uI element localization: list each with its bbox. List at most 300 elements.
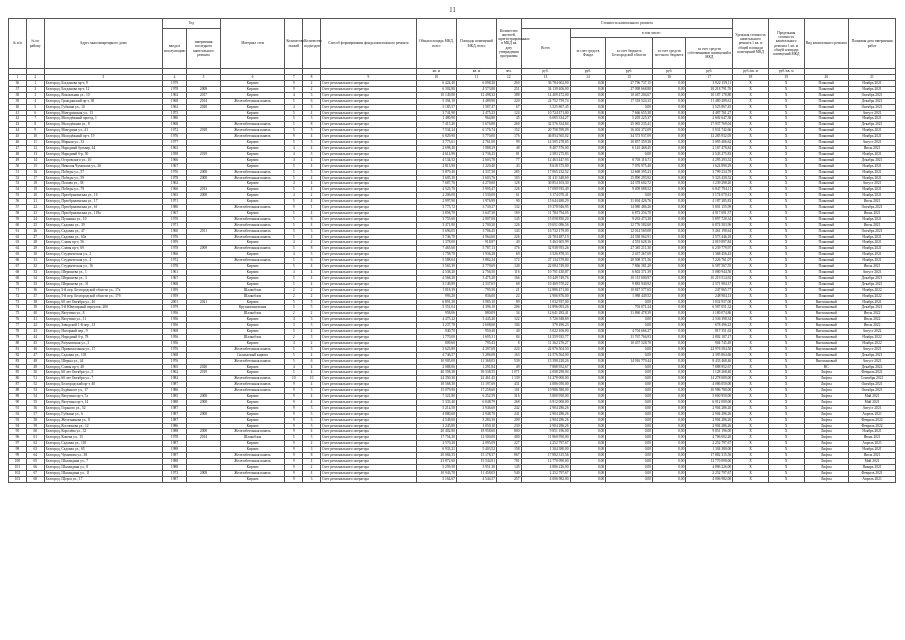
table-cell: Х bbox=[733, 435, 769, 441]
table-cell: Ноябрь 2022 bbox=[849, 334, 896, 340]
table-cell: 5 bbox=[285, 110, 303, 116]
table-cell: Счет регионального оператора bbox=[320, 352, 416, 358]
table-cell: 11 694 426,76 bbox=[606, 199, 653, 205]
table-cell: 94 bbox=[9, 423, 27, 429]
table-cell: 3 174 070,41 bbox=[686, 193, 733, 199]
table-cell: 37 bbox=[26, 293, 44, 299]
table-cell: 0,00 bbox=[652, 110, 685, 116]
col-header-1: № п/п bbox=[9, 19, 27, 69]
table-cell: Счет регионального оператора bbox=[320, 205, 416, 211]
table-cell: 9 409 088,52 bbox=[606, 187, 653, 193]
table-cell: 2 bbox=[303, 81, 321, 87]
table-cell: 9 bbox=[285, 405, 303, 411]
table-cell: Х bbox=[733, 240, 769, 246]
table-cell: 2019 bbox=[187, 370, 220, 376]
table-cell: 7 321,80 bbox=[416, 394, 456, 400]
table-cell: 5 bbox=[303, 299, 321, 305]
table-cell: 8 407 576,00 bbox=[521, 145, 570, 151]
table-cell: 11 197,69 bbox=[456, 382, 496, 388]
col-header-2: № по району bbox=[26, 19, 44, 69]
table-cell: 0,00 bbox=[606, 193, 653, 199]
table-cell: 1987 bbox=[162, 411, 187, 417]
table-cell: 3 bbox=[303, 151, 321, 157]
table-cell: 1 291,84 bbox=[456, 364, 496, 370]
table-cell: Ноябрь 2021 bbox=[849, 163, 896, 169]
table-cell: Лифты bbox=[804, 376, 849, 382]
table-cell: 1 695,31 bbox=[456, 334, 496, 340]
table-cell: Х bbox=[733, 399, 769, 405]
table-cell: 3 bbox=[303, 476, 321, 482]
table-cell: Кирпич bbox=[220, 163, 285, 169]
table-cell: 9 883 940,92 bbox=[606, 281, 653, 287]
table-cell: 52 bbox=[26, 382, 44, 388]
table-cell: 4 bbox=[285, 317, 303, 323]
table-cell: 964,80 bbox=[456, 116, 496, 122]
table-cell: 5 bbox=[285, 275, 303, 281]
table-cell: 10 469 570,22 bbox=[521, 281, 570, 287]
table-cell: Белгород, Победы ул., 79 bbox=[44, 187, 162, 193]
table-cell: 77 bbox=[497, 157, 522, 163]
table-cell: Счет регионального оператора bbox=[320, 258, 416, 264]
table-cell: 5 bbox=[285, 281, 303, 287]
table-cell: Кирпич bbox=[220, 210, 285, 216]
table-cell: 3 755,60 bbox=[416, 216, 456, 222]
table-cell: Белгород, Шаландина ул., 7 bbox=[44, 459, 162, 465]
table-cell: Июнь 2021 bbox=[849, 210, 896, 216]
table-cell: 5 bbox=[285, 175, 303, 181]
table-cell: 3 951,30 bbox=[456, 464, 496, 470]
table-cell: Белгород, Богданова пр-т, 12 bbox=[44, 86, 162, 92]
table-cell: Август 2021 bbox=[849, 110, 896, 116]
table-cell: Х bbox=[768, 199, 804, 205]
table-cell: 9 bbox=[285, 441, 303, 447]
table-cell: 2 bbox=[303, 340, 321, 346]
table-cell: 12 463 447,93 bbox=[521, 157, 570, 163]
table-cell: 8 618 375,00 bbox=[521, 163, 570, 169]
table-cell: 9 bbox=[285, 453, 303, 459]
table-cell: 11 860 950,00 bbox=[521, 435, 570, 441]
table-cell: 0,00 bbox=[570, 258, 606, 264]
table-cell: 14 505 278,05 bbox=[521, 140, 570, 146]
table-cell: 27 381 211,30 bbox=[606, 246, 653, 252]
table-cell: Х bbox=[768, 346, 804, 352]
table-cell: Х bbox=[733, 275, 769, 281]
table-cell: 0,00 bbox=[606, 405, 653, 411]
table-cell: Ноябрь 2021 bbox=[849, 169, 896, 175]
table-cell: 578 496,23 bbox=[521, 323, 570, 329]
col-header-5: завершения последнего капитального ремонта bbox=[187, 29, 220, 69]
table-cell: Счет регионального оператора bbox=[320, 222, 416, 228]
table-cell: Х bbox=[733, 205, 769, 211]
table-cell: 103 bbox=[9, 476, 27, 482]
table-cell: Х bbox=[768, 334, 804, 340]
table-cell: Х bbox=[733, 110, 769, 116]
table-cell: 7 666 655,38 bbox=[606, 110, 653, 116]
table-cell: 2018 bbox=[187, 128, 220, 134]
table-cell: 4 bbox=[303, 270, 321, 276]
table-cell: Июль 2021 bbox=[849, 453, 896, 459]
table-cell: 69 bbox=[497, 281, 522, 287]
unit-cell: руб. bbox=[606, 69, 653, 75]
table-cell: 4 bbox=[303, 163, 321, 169]
table-cell: 3 565,39 bbox=[416, 264, 456, 270]
table-cell: 5 bbox=[285, 210, 303, 216]
table-cell: 3 922 159,11 bbox=[686, 81, 733, 87]
table-cell: 0,00 bbox=[652, 258, 685, 264]
table-cell: 87 bbox=[9, 382, 27, 388]
table-cell: Счет регионального оператора bbox=[320, 423, 416, 429]
table-cell: Внеплановый bbox=[804, 299, 849, 305]
table-cell: 8 bbox=[303, 246, 321, 252]
table-cell: 6 847 794,11 bbox=[686, 187, 733, 193]
table-cell: 0,00 bbox=[652, 323, 685, 329]
table-cell: 145 bbox=[497, 464, 522, 470]
table-cell: 1 139 bbox=[497, 376, 522, 382]
table-cell: Х bbox=[733, 329, 769, 335]
table-cell: Х bbox=[768, 358, 804, 364]
table-cell: 2 904 286,26 bbox=[686, 417, 733, 423]
table-cell: 15 544,91 bbox=[456, 459, 496, 465]
table-cell: 53 bbox=[26, 388, 44, 394]
table-cell: 0,00 bbox=[570, 435, 606, 441]
table-cell: Белгород, Славы пр-т, 40 bbox=[44, 364, 162, 370]
table-cell: Кирпич bbox=[220, 275, 285, 281]
table-cell: 0,00 bbox=[652, 441, 685, 447]
table-cell: 0,00 bbox=[570, 264, 606, 270]
column-number-cell: 12 bbox=[497, 75, 522, 81]
table-cell: Х bbox=[768, 340, 804, 346]
table-cell: 10 467 204,67 bbox=[606, 92, 653, 98]
table-cell: 62 bbox=[9, 234, 27, 240]
table-cell: 5 214,50 bbox=[416, 405, 456, 411]
table-cell: 88 bbox=[9, 388, 27, 394]
table-cell: 0,00 bbox=[606, 346, 653, 352]
table-cell: 7 bbox=[26, 116, 44, 122]
table-cell: Х bbox=[768, 423, 804, 429]
table-cell: Счет регионального оператора bbox=[320, 399, 416, 405]
table-cell: Белгород, Победы ул., 57 bbox=[44, 169, 162, 175]
table-cell: 45 bbox=[497, 116, 522, 122]
table-cell: 4 bbox=[285, 157, 303, 163]
table-cell: Кирпич bbox=[220, 264, 285, 270]
table-cell: 867 bbox=[497, 453, 522, 459]
table-cell: 1963 bbox=[162, 193, 187, 199]
table-cell: Х bbox=[733, 281, 769, 287]
table-cell: 1 480,90 bbox=[416, 116, 456, 122]
table-cell: 5 bbox=[285, 98, 303, 104]
capital-repair-register bbox=[8, 18, 896, 483]
table-cell: 0,00 bbox=[606, 323, 653, 329]
table-cell: Плановый bbox=[804, 145, 849, 151]
col-header-10: Общая площадь МКД, всего bbox=[416, 19, 456, 69]
table-cell: 20 308 371,56 bbox=[606, 258, 653, 264]
table-cell: Х bbox=[733, 210, 769, 216]
table-cell: 47 bbox=[9, 145, 27, 151]
table-cell: 0,00 bbox=[570, 240, 606, 246]
table-cell: 4 964,60 bbox=[456, 234, 496, 240]
table-cell: Белгород, Садовая ул., 65 bbox=[44, 447, 162, 453]
table-cell: Белгород, Попова ул., 38 bbox=[44, 181, 162, 187]
table-cell: 2013 bbox=[187, 187, 220, 193]
table-cell: Х bbox=[733, 293, 769, 299]
table-cell: 2 475,25 bbox=[456, 110, 496, 116]
table-cell: Плановый bbox=[804, 240, 849, 246]
table-cell: 9 bbox=[285, 388, 303, 394]
table-cell: 5 bbox=[303, 169, 321, 175]
table-cell: 5 259,50 bbox=[416, 464, 456, 470]
table-cell: Счет регионального оператора bbox=[320, 441, 416, 447]
table-cell: Х bbox=[768, 145, 804, 151]
table-cell: 9 bbox=[285, 86, 303, 92]
table-cell: Белгород, Белгородский пр-т, 40 bbox=[44, 382, 162, 388]
table-cell: Белгород, Молодёжный пр-т, 19 bbox=[44, 134, 162, 140]
table-cell: 19 bbox=[26, 187, 44, 193]
table-cell: 0,00 bbox=[570, 210, 606, 216]
table-cell: 918,87 bbox=[456, 240, 496, 246]
table-cell: 2 948,70 bbox=[456, 411, 496, 417]
table-cell: Счет регионального оператора bbox=[320, 459, 416, 465]
table-cell: 8 433 468,46 bbox=[686, 358, 733, 364]
table-cell: Счет регионального оператора bbox=[320, 157, 416, 163]
table-cell: Кирпич bbox=[220, 193, 285, 199]
unit-cell: руб. bbox=[570, 69, 606, 75]
table-cell: Лифты bbox=[804, 370, 849, 376]
table-cell: 1 378,00 bbox=[416, 240, 456, 246]
table-cell: 14 896 093,26 bbox=[521, 305, 570, 311]
table-cell: Внеплановый bbox=[804, 305, 849, 311]
table-cell: 5 bbox=[285, 346, 303, 352]
table-cell: 23 bbox=[26, 210, 44, 216]
table-cell: 34 bbox=[26, 275, 44, 281]
table-cell: 3 149,89 bbox=[416, 281, 456, 287]
table-cell: 2 736,25 bbox=[456, 151, 496, 157]
table-cell: 14 409 472,00 bbox=[521, 92, 570, 98]
including-header: в том числе: bbox=[570, 29, 733, 38]
table-cell: 3 bbox=[303, 228, 321, 234]
table-cell: 6 602 371,39 bbox=[606, 270, 653, 276]
table-cell: 56 bbox=[26, 405, 44, 411]
table-cell: 46 bbox=[9, 140, 27, 146]
table-cell: 4 bbox=[303, 429, 321, 435]
table-cell: 15 178,37 bbox=[456, 453, 496, 459]
register-table bbox=[8, 18, 896, 483]
table-cell: 14 916 779,44 bbox=[606, 358, 653, 364]
table-cell: Белгород, Студенческая ул., 2 bbox=[44, 252, 162, 258]
table-cell: 1963 bbox=[162, 145, 187, 151]
table-cell: Счет регионального оператора bbox=[320, 464, 416, 470]
table-cell: Железобетонная панель bbox=[220, 222, 285, 228]
table-cell: 0,00 bbox=[570, 382, 606, 388]
table-cell: 9 bbox=[285, 394, 303, 400]
table-cell: Х bbox=[733, 394, 769, 400]
table-cell: Х bbox=[733, 81, 769, 87]
table-cell: 2 904 286,26 bbox=[686, 423, 733, 429]
table-cell: Ноябрь 2021 bbox=[849, 258, 896, 264]
table-cell: Белгород, Пушкина ул., 10 bbox=[44, 216, 162, 222]
table-cell: Счет регионального оператора bbox=[320, 376, 416, 382]
table-cell: 0,00 bbox=[606, 470, 653, 476]
table-cell: 122 bbox=[497, 317, 522, 323]
table-cell: 0,00 bbox=[570, 205, 606, 211]
table-cell: 27 098 668,88 bbox=[606, 86, 653, 92]
table-cell: Х bbox=[733, 222, 769, 228]
table-cell: 10 449 749,76 bbox=[521, 275, 570, 281]
table-cell: 23 872,60 bbox=[416, 459, 456, 465]
table-cell: Белгород, Преображенская ул., 61 bbox=[44, 205, 162, 211]
table-cell: 1962 bbox=[162, 104, 187, 110]
table-cell: Белгород, Ватутина пр-т, 7а bbox=[44, 394, 162, 400]
table-cell: 96 bbox=[9, 435, 27, 441]
table-cell: 1971 bbox=[162, 199, 187, 205]
table-cell: 0,00 bbox=[606, 394, 653, 400]
table-cell: Апрель 2021 bbox=[849, 476, 896, 482]
table-cell: 30 bbox=[26, 252, 44, 258]
table-cell: Плановый bbox=[804, 281, 849, 287]
table-cell: 0,00 bbox=[606, 370, 653, 376]
table-cell: 1967 bbox=[162, 163, 187, 169]
table-cell: 35 bbox=[26, 281, 44, 287]
table-cell: Счет регионального оператора bbox=[320, 453, 416, 459]
table-cell: 3 237,70 bbox=[416, 323, 456, 329]
table-cell: 0,00 bbox=[570, 441, 606, 447]
table-cell: 0,00 bbox=[652, 299, 685, 305]
table-cell: 38 bbox=[9, 92, 27, 98]
table-cell: 140 bbox=[497, 264, 522, 270]
table-cell: 2 570,20 bbox=[416, 441, 456, 447]
table-cell: 0,00 bbox=[652, 464, 685, 470]
table-cell: Счет регионального оператора bbox=[320, 382, 416, 388]
col-header-4: ввода в эксплуатацию bbox=[162, 29, 187, 69]
table-cell: Счет регионального оператора bbox=[320, 216, 416, 222]
table-cell: 158 bbox=[497, 447, 522, 453]
table-cell: 3 bbox=[303, 388, 321, 394]
table-cell: 1979 bbox=[162, 305, 187, 311]
table-cell: 4 549,60 bbox=[416, 417, 456, 423]
table-cell: 1976 bbox=[162, 346, 187, 352]
column-number-cell: 18 bbox=[733, 75, 769, 81]
table-cell: 12 641 283,41 bbox=[521, 311, 570, 317]
table-cell: 47 bbox=[26, 352, 44, 358]
table-cell: 30 854 103,30 bbox=[521, 181, 570, 187]
table-cell: Октябрь 2021 bbox=[849, 104, 896, 110]
table-cell: 0,00 bbox=[570, 92, 606, 98]
table-cell: Кирпич bbox=[220, 423, 285, 429]
table-cell: Белгород, Садовая ул., 47 bbox=[44, 228, 162, 234]
table-cell: Х bbox=[768, 352, 804, 358]
table-cell: 19 651 086,56 bbox=[521, 222, 570, 228]
table-cell: Ноябрь 2022 bbox=[849, 287, 896, 293]
table-cell: 13 bbox=[26, 151, 44, 157]
table-cell: 3 bbox=[303, 417, 321, 423]
table-cell: 5 bbox=[285, 169, 303, 175]
table-cell: 2 bbox=[285, 334, 303, 340]
table-cell: 1987 bbox=[162, 417, 187, 423]
table-cell: Железобетонная панель bbox=[220, 376, 285, 382]
table-cell: 0,00 bbox=[570, 175, 606, 181]
table-cell: 0,00 bbox=[570, 394, 606, 400]
table-cell: Кирпич bbox=[220, 151, 285, 157]
table-cell: 1 220,40 bbox=[456, 163, 496, 169]
table-cell: 6 933,21 bbox=[416, 447, 456, 453]
table-cell: 1968 bbox=[162, 122, 187, 128]
column-number-cell: 16 bbox=[652, 75, 685, 81]
table-cell: Счет регионального оператора bbox=[320, 281, 416, 287]
table-cell: 1 304 380,00 bbox=[521, 447, 570, 453]
table-cell: Х bbox=[768, 429, 804, 435]
table-cell: 2008 bbox=[187, 394, 220, 400]
table-cell: 5 bbox=[285, 370, 303, 376]
table-cell: Декабрь 2021 bbox=[849, 281, 896, 287]
table-cell: Х bbox=[768, 329, 804, 335]
table-cell: 0,00 bbox=[652, 346, 685, 352]
table-cell: 0,00 bbox=[652, 447, 685, 453]
table-cell: 43 bbox=[9, 122, 27, 128]
table-cell: 2 583 275,83 bbox=[521, 151, 570, 157]
table-cell: 0,00 bbox=[652, 459, 685, 465]
table-cell: Счет регионального оператора bbox=[320, 411, 416, 417]
table-cell: 0,00 bbox=[606, 447, 653, 453]
table-cell: Кирпич bbox=[220, 92, 285, 98]
table-cell: Х bbox=[768, 228, 804, 234]
table-cell: 83 bbox=[9, 358, 27, 364]
table-cell: 20 402,80 bbox=[416, 429, 456, 435]
table-cell: 0,00 bbox=[652, 234, 685, 240]
table-cell: Плановый bbox=[804, 151, 849, 157]
table-cell: 0,00 bbox=[652, 193, 685, 199]
table-cell: 3 bbox=[303, 334, 321, 340]
table-cell: 4 bbox=[285, 104, 303, 110]
table-cell: Август 2021 bbox=[849, 346, 896, 352]
table-cell: Плановый bbox=[804, 128, 849, 134]
table-cell: 24 bbox=[26, 216, 44, 222]
table-cell: 5 bbox=[285, 216, 303, 222]
table-cell: Июль 2022 bbox=[849, 323, 896, 329]
table-cell: 6 176,74 bbox=[456, 128, 496, 134]
table-cell: 4 bbox=[303, 382, 321, 388]
table-cell: 4 bbox=[303, 110, 321, 116]
table-cell: Железобетонная панель bbox=[220, 346, 285, 352]
table-cell: Белгород, Народный б-р, 50 bbox=[44, 151, 162, 157]
table-cell: 7 687,70 bbox=[416, 181, 456, 187]
table-cell: Белгород, Нагорный пер., 9 bbox=[44, 329, 162, 335]
table-cell: 0,00 bbox=[606, 435, 653, 441]
table-cell: 1967 bbox=[162, 210, 187, 216]
table-cell: 2008 bbox=[187, 86, 220, 92]
table-cell: 0,00 bbox=[652, 305, 685, 311]
table-cell: Счет регионального оператора bbox=[320, 470, 416, 476]
table-cell: Х bbox=[768, 246, 804, 252]
table-cell: 5 022 106,00 bbox=[521, 329, 570, 335]
table-cell: 2 bbox=[303, 311, 321, 317]
table-cell: 3 471,80 bbox=[416, 222, 456, 228]
table-cell: 1967 bbox=[162, 275, 187, 281]
table-cell: 0,00 bbox=[652, 246, 685, 252]
table-cell: 3 bbox=[303, 317, 321, 323]
table-cell: 1972 bbox=[162, 258, 187, 264]
table-cell: 2 395 864,66 bbox=[686, 352, 733, 358]
table-cell: 57 bbox=[9, 205, 27, 211]
table-cell: 169 bbox=[497, 210, 522, 216]
table-cell: 10 791 430,87 bbox=[521, 270, 570, 276]
table-cell: 17 882 315,56 bbox=[521, 453, 570, 459]
table-cell: 9 bbox=[285, 459, 303, 465]
table-cell: 3 245,80 bbox=[416, 423, 456, 429]
table-cell: Х bbox=[768, 98, 804, 104]
table-cell: Х bbox=[768, 476, 804, 482]
table-cell: 2009 bbox=[187, 246, 220, 252]
table-cell: Кирпич bbox=[220, 370, 285, 376]
table-cell: Счет регионального оператора bbox=[320, 305, 416, 311]
